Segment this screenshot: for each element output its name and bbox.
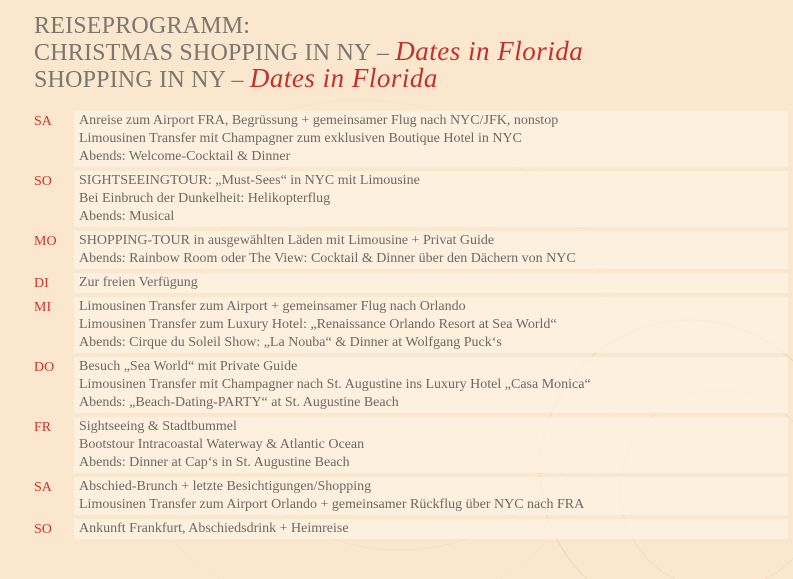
itinerary-row xyxy=(28,273,788,293)
day-activities xyxy=(74,357,788,413)
activity-line: SIGHTSEEINGTOUR: „Must-Sees“ in NYC mit Limousine xyxy=(79,173,420,188)
day-label: DO xyxy=(34,360,55,375)
activity-line: SHOPPING-TOUR in ausgewählten Läden mit Limousine + Privat Guide xyxy=(79,233,495,248)
header-subtitle-2-text: SHOPPING IN NY – xyxy=(34,67,244,93)
day-activities xyxy=(74,417,788,473)
activity-line: Limousinen Transfer mit Champagner zum exklusiven Boutique Hotel in NYC xyxy=(79,131,522,146)
day-label: DI xyxy=(34,276,49,291)
itinerary-row xyxy=(28,171,788,227)
day-label: MO xyxy=(34,234,57,249)
itinerary-row xyxy=(28,297,788,353)
itinerary-row xyxy=(28,417,788,473)
activity-line: Abends: Welcome-Cocktail & Dinner xyxy=(79,149,291,164)
day-activities xyxy=(74,231,788,269)
activity-line: Abends: „Beach-Dating-PARTY“ at St. Augustine Beach xyxy=(79,395,399,410)
itinerary-row xyxy=(28,231,788,269)
activity-line: Abends: Rainbow Room oder The View: Cocktail & Dinner über den Dächern von NYC xyxy=(79,251,576,266)
day-activities xyxy=(74,297,788,353)
activity-line: Ankunft Frankfurt, Abschiedsdrink + Heimreise xyxy=(79,521,349,536)
activity-line: Limousinen Transfer mit Champagner nach St. Augustine ins Luxury Hotel „Casa Monica“ xyxy=(79,377,591,392)
day-label: SA xyxy=(34,114,52,129)
activity-line: Sightseeing & Stadtbummel xyxy=(79,419,237,434)
day-activities xyxy=(74,171,788,227)
itinerary-row xyxy=(28,357,788,413)
header-subtitle-1 xyxy=(34,36,784,66)
day-label: SA xyxy=(34,480,52,495)
day-activities xyxy=(74,111,788,167)
itinerary-schedule xyxy=(28,111,788,543)
day-label: SO xyxy=(34,174,52,189)
day-activities xyxy=(74,519,788,539)
page-header xyxy=(34,14,784,93)
activity-line: Limousinen Transfer zum Airport Orlando + gemeinsamer Rückflug über NYC nach FRA xyxy=(79,497,585,512)
header-title-text: REISEPROGRAMM: xyxy=(34,13,251,39)
header-subtitle-1-script: Dates in Florida xyxy=(395,36,584,66)
header-subtitle-2 xyxy=(34,63,784,93)
itinerary-row xyxy=(28,477,788,515)
itinerary-row xyxy=(28,519,788,539)
activity-line: Zur freien Verfügung xyxy=(79,275,198,290)
header-subtitle-2-script: Dates in Florida xyxy=(249,63,438,93)
header-subtitle-1-text: CHRISTMAS SHOPPING IN NY – xyxy=(34,40,390,66)
day-label: FR xyxy=(34,420,52,435)
activity-line: Bei Einbruch der Dunkelheit: Helikopterflug xyxy=(79,191,331,206)
day-activities xyxy=(74,477,788,515)
activity-line: Abends: Dinner at Cap‘s in St. Augustine Beach xyxy=(79,455,350,470)
activity-line: Anreise zum Airport FRA, Begrüssung + gemeinsamer Flug nach NYC/JFK, nonstop xyxy=(79,113,559,128)
day-label: MI xyxy=(34,300,52,315)
activity-line: Limousinen Transfer zum Airport + gemeinsamer Flug nach Orlando xyxy=(79,299,466,314)
day-activities xyxy=(74,273,788,293)
activity-line: Bootstour Intracoastal Waterway & Atlantic Ocean xyxy=(79,437,365,452)
itinerary-row xyxy=(28,111,788,167)
activity-line: Abschied-Brunch + letzte Besichtigungen/Shopping xyxy=(79,479,372,494)
activity-line: Besuch „Sea World“ mit Private Guide xyxy=(79,359,298,374)
activity-line: Limousinen Transfer zum Luxury Hotel: „Renaissance Orlando Resort at Sea World“ xyxy=(79,317,557,332)
day-label: SO xyxy=(34,522,52,537)
activity-line: Abends: Musical xyxy=(79,209,175,224)
activity-line: Abends: Cirque du Soleil Show: „La Nouba“ & Dinner at Wolfgang Puck‘s xyxy=(79,335,502,350)
